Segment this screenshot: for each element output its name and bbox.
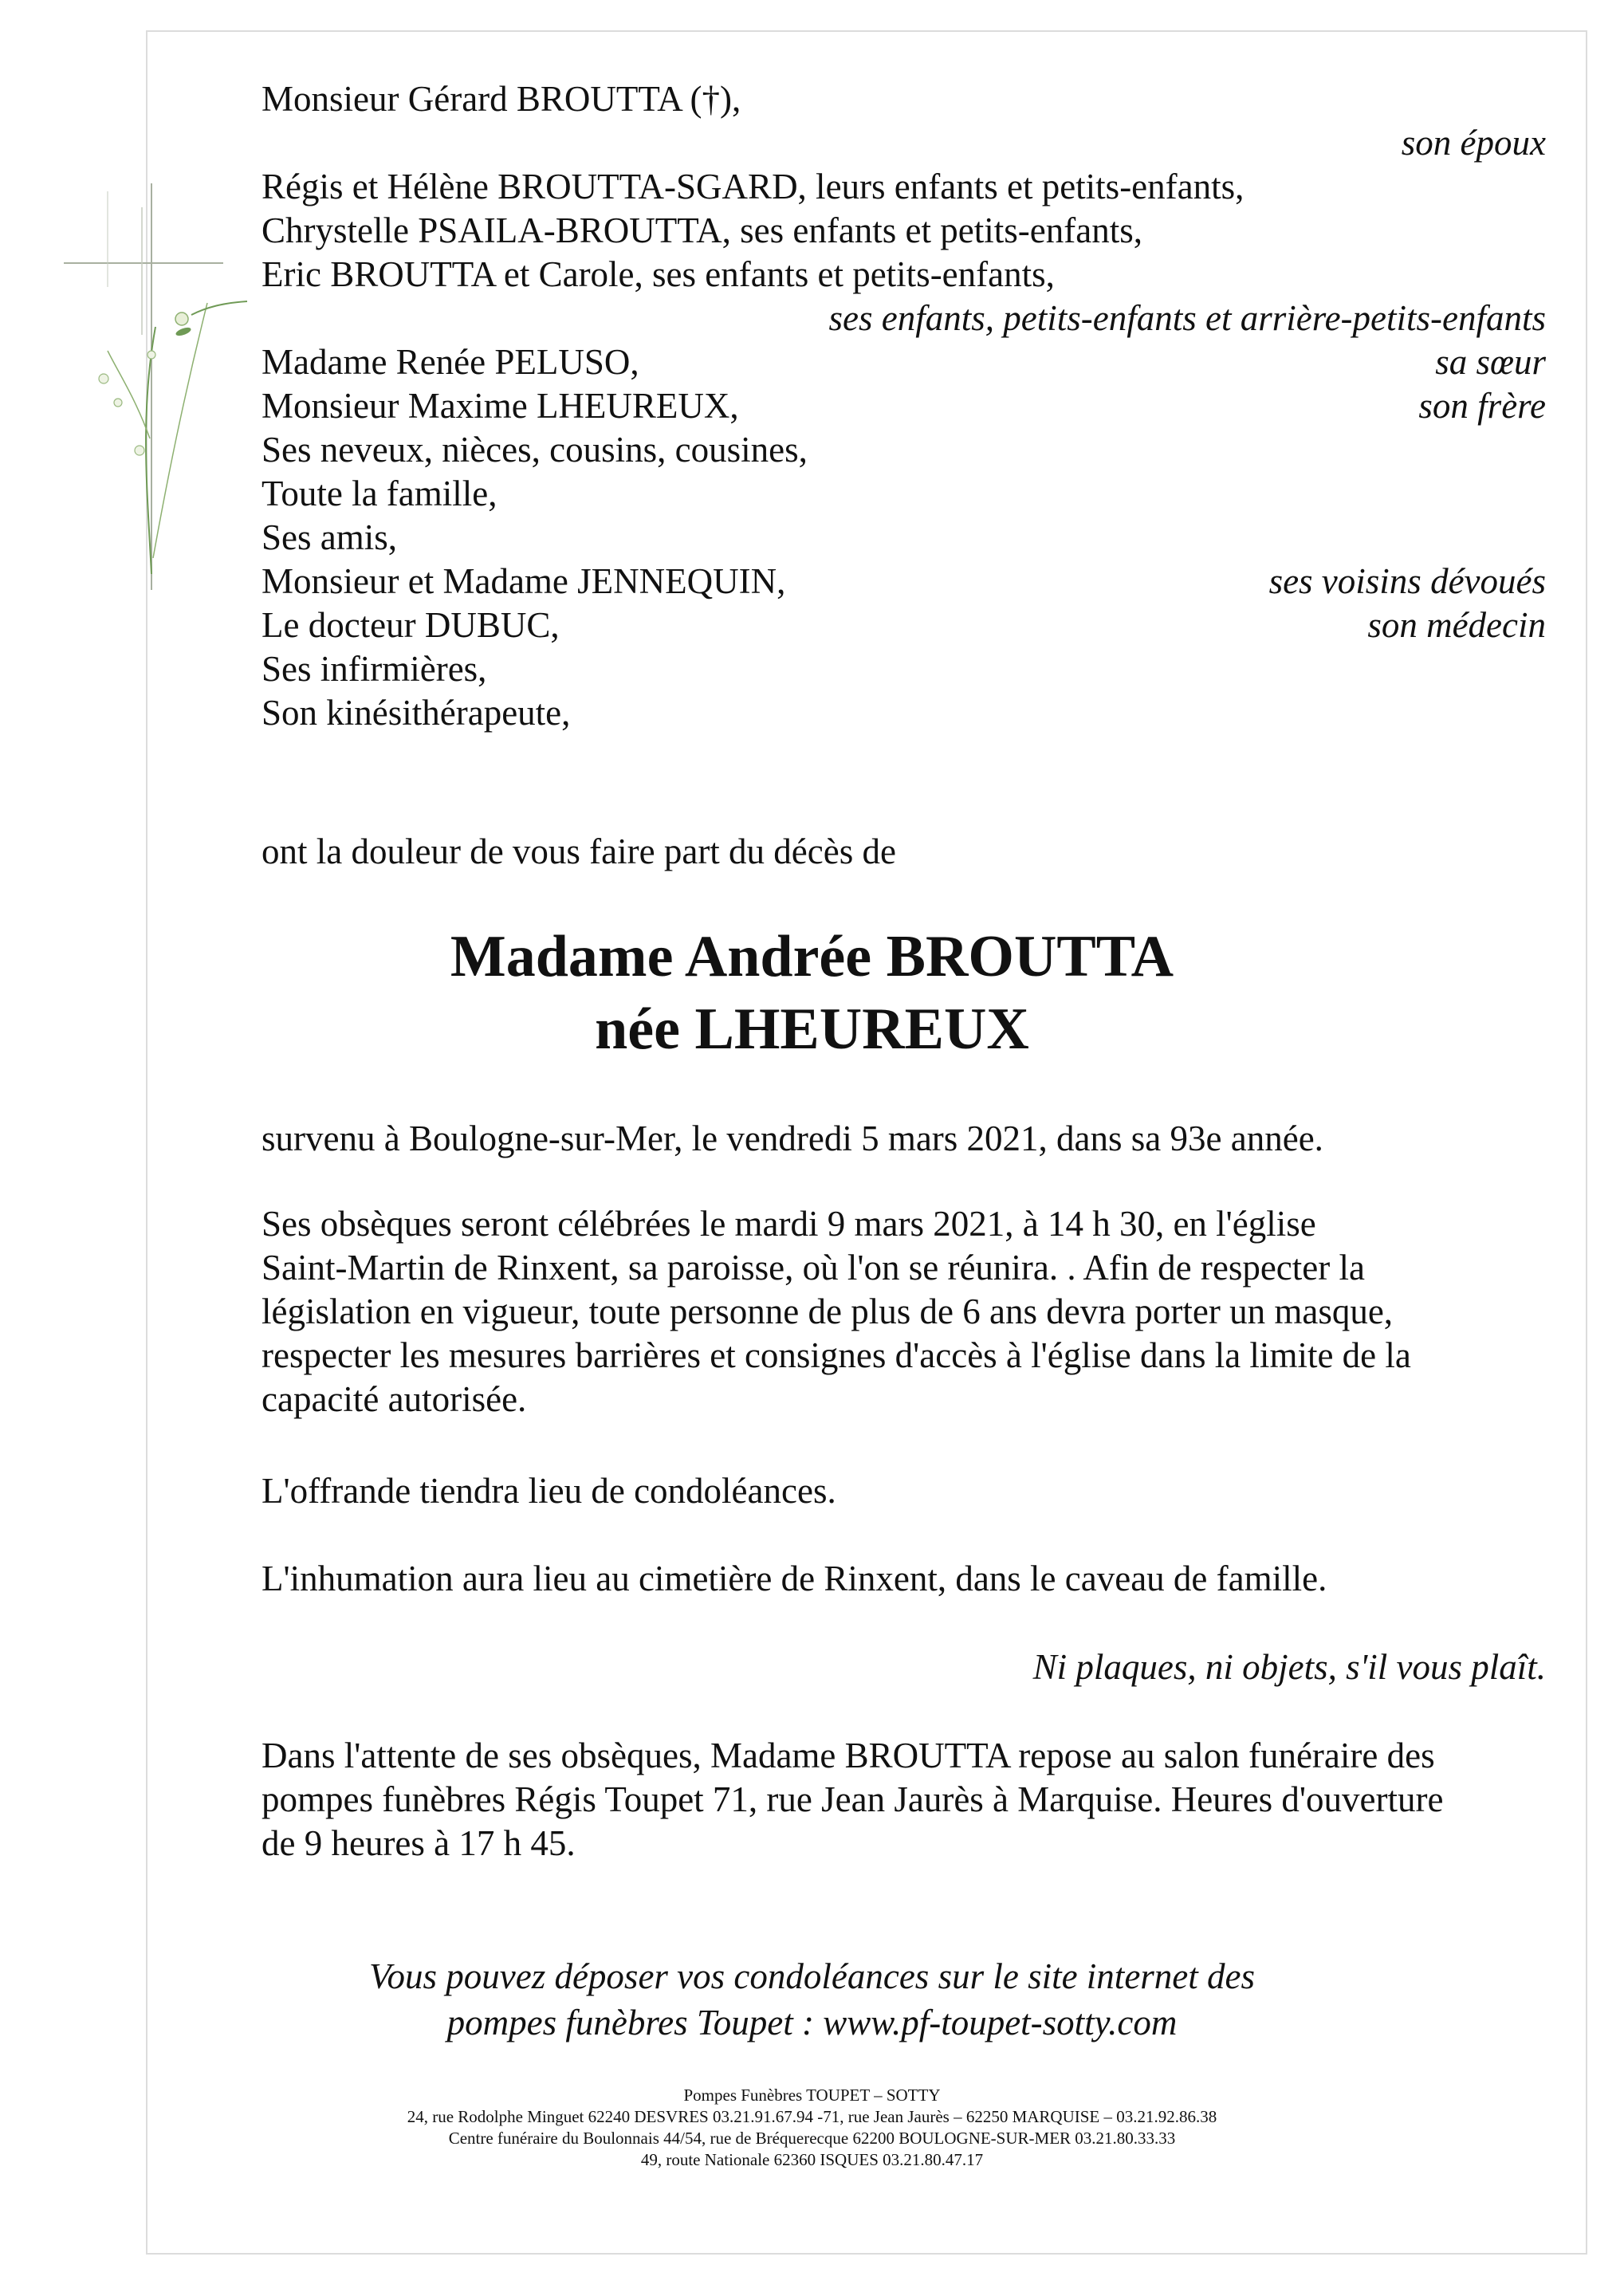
family-line-right: ses enfants, petits-enfants et arrière-petits-enfants: [828, 298, 1546, 338]
announcement-text: ont la douleur de vous faire part du décès de: [261, 832, 896, 871]
family-line-left: Chrystelle PSAILA-BROUTTA, ses enfants et petits-enfants,: [261, 210, 1142, 250]
family-line-left: Madame Renée PELUSO,: [261, 342, 639, 382]
viewing-paragraph: [261, 1734, 1537, 1866]
footer-line: 24, rue Rodolphe Minguet 62240 DESVRES 03.21.91.67.94 -71, rue Jean Jaurès – 62250 MARQUISE – 03.21.92.86.38: [407, 2107, 1217, 2126]
no-flowers-note: Ni plaques, ni objets, s'il vous plaît.: [1032, 1647, 1546, 1687]
family-line-left: Toute la famille,: [261, 474, 497, 513]
funeral-paragraph: [261, 1202, 1537, 1421]
family-line-left: Son kinésithérapeute,: [261, 693, 571, 733]
family-line-left: Ses amis,: [261, 517, 398, 557]
family-line-left: Ses infirmières,: [261, 649, 487, 689]
family-line-right: sa sœur: [1435, 342, 1546, 382]
footer-line: Pompes Funèbres TOUPET – SOTTY: [683, 2086, 941, 2105]
funeral-line: capacité autorisée.: [261, 1379, 527, 1419]
burial-text: L'inhumation aura lieu au cimetière de Rinxent, dans le caveau de famille.: [261, 1559, 1327, 1598]
family-line-left: Ses neveux, nièces, cousins, cousines,: [261, 430, 808, 470]
family-line-left: Eric BROUTTA et Carole, ses enfants et petits-enfants,: [261, 254, 1055, 294]
funeral-line: respecter les mesures barrières et consignes d'accès à l'église dans la limite de la: [261, 1335, 1411, 1375]
condolences-note-line: Vous pouvez déposer vos condoléances sur le site internet des: [368, 1956, 1256, 1996]
family-line-right: son médecin: [1367, 605, 1546, 645]
funeral-line: Saint-Martin de Rinxent, sa paroisse, où l'on se réunira. . Afin de respecter la: [261, 1248, 1365, 1288]
offering-text: L'offrande tiendra lieu de condoléances.: [261, 1471, 836, 1511]
family-line-right: son frère: [1418, 386, 1546, 426]
funeral-line: Ses obsèques seront célébrées le mardi 9 mars 2021, à 14 h 30, en l'église: [261, 1204, 1316, 1244]
deceased-birth-name: née LHEUREUX: [595, 997, 1029, 1062]
footer-line: Centre funéraire du Boulonnais 44/54, rue de Bréquerecque 62200 BOULOGNE-SUR-MER 03.21.80.33.33: [448, 2129, 1176, 2148]
family-line-right: son époux: [1401, 123, 1546, 163]
viewing-line: Dans l'attente de ses obsèques, Madame BROUTTA repose au salon funéraire des: [261, 1736, 1435, 1775]
family-line-left: Le docteur DUBUC,: [261, 605, 560, 645]
footer-line: 49, route Nationale 62360 ISQUES 03.21.80.47.17: [640, 2150, 984, 2169]
viewing-line: de 9 heures à 17 h 45.: [261, 1823, 576, 1863]
family-line-left: Monsieur Gérard BROUTTA (†),: [261, 79, 741, 119]
condolences-note-line: pompes funèbres Toupet : www.pf-toupet-sotty.com: [446, 2003, 1178, 2042]
family-line-left: Monsieur et Madame JENNEQUIN,: [261, 561, 786, 601]
family-line-left: Monsieur Maxime LHEUREUX,: [261, 386, 739, 426]
death-info: survenu à Boulogne-sur-Mer, le vendredi 5 mars 2021, dans sa 93e année.: [261, 1119, 1323, 1158]
deceased-name: Madame Andrée BROUTTA: [450, 924, 1174, 989]
funeral-line: législation en vigueur, toute personne de plus de 6 ans devra porter un masque,: [261, 1292, 1394, 1331]
family-line-right: ses voisins dévoués: [1268, 561, 1546, 601]
viewing-line: pompes funèbres Régis Toupet 71, rue Jean Jaurès à Marquise. Heures d'ouverture: [261, 1779, 1444, 1819]
cross-flower-decoration: [64, 175, 255, 590]
family-line-left: Régis et Hélène BROUTTA-SGARD, leurs enfants et petits-enfants,: [261, 167, 1245, 206]
